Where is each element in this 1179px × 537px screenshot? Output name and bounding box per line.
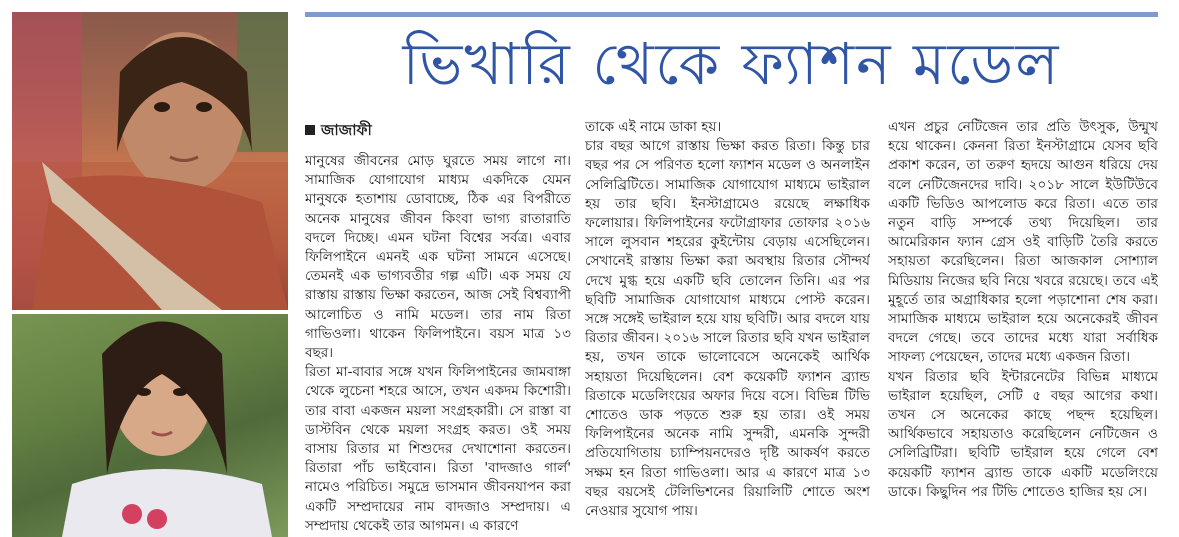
paragraph: চার বছর আগে রাস্তায় ভিক্ষা করত রিতা। কিন্তু চার বছর পর সে পরিণত হলো ফ্যাশন মডেল ও অনলাইন সেলিব্রিটিতে। সামাজিক যোগাযোগ মাধ্যমে ভাইরাল হয় তার ছবি। ইনস্টাগ্রামেও রয়েছে লক্ষাধিক ফলোয়ার। ফিলিপাইনের ফটোগ্রাফার তোফার ২০১৬ সালে লুসবান শহরের কুইন্টোয় বেড়ায় এসেছিলেন। সেখানেই রাস্তায় ভিক্ষা করা অবস্থায় রিতার সৌন্দর্য দেখে মুগ্ধ হয়ে একটি ছবি তোলেন তিনি। এর পর ছবিটি সামাজিক যোগাযোগ মাধ্যমে পোস্ট করেন। সঙ্গে সঙ্গেই ভাইরাল হয়ে যায় ছবিটি। আর বদলে যায় রিতার জীবন। ২০১৬ সালে রিতার ছবি যখন ভাইরাল হয়, তখন তাকে ভালোবেসে অনেকেই আর্থিক সহায়তা দিয়েছিলেন। বেশ কয়েকটি ফ্যাশন ব্র্যান্ড রিতাকে মডেলিংয়ের অফার দিয়ে বসে। বিভিন্ন টিভি শোতেও ডাক পড়তে শুরু হয় তার। ওই সময় ফিলিপাইনের অনেক নামি সুন্দরী, এমনকি সুন্দরী প্রতিযোগিতায় চ্যাম্পিয়নদেরও দৃষ্টি আকর্ষণ করতে সক্ষম হন রিতা গাভিওলা। আর এ কারণে মাত্র ১৩ বছর বয়সেই টেলিভিশনের রিয়ালিটি শোতে অংশ নেওয়ার সুযোগ পায়। xyxy=(585,138,870,520)
photo-girl-bottom xyxy=(12,314,288,537)
top-rule xyxy=(305,12,1158,17)
article-column-1 xyxy=(305,152,571,537)
paragraph: তাকে এই নামে ডাকা হয়। xyxy=(585,119,722,135)
paragraph: মানুষের জীবনের মোড় ঘুরতে সময় লাগে না। সামাজিক যোগাযোগ মাধ্যম একদিকে যেমন মানুষকে হতাশায় ডোবাচ্ছে, ঠিক এর বিপরীতে অনেক মানুষের জীবন কিংবা ভাগ্য রাতারাতি বদলে দিচ্ছে। এমন ঘটনা বিশ্বের সর্বত্র। এবার ফিলিপাইনে এমনই এক ঘটনা সামনে এসেছে। তেমনই এক ভাগ্যবতীর গল্প এটি। এক সময় যে রাস্তায় রাস্তায় ভিক্ষা করতেন, আজ সেই বিশ্বব্যাপী আলোচিত ও নামি মডেল। তার নাম রিতা গাভিওলা। থাকেন ফিলিপাইনে। বয়স মাত্র ১৩ বছর। xyxy=(305,153,571,362)
article-column-2 xyxy=(585,118,870,537)
paragraph: যখন রিতার ছবি ইন্টারনেটের বিভিন্ন মাধ্যমে ভাইরাল হয়েছিল, সেটি ৫ বছর আগের কথা। তখন সে অনেকের কাছে পছন্দ হয়েছিল। আর্থিকভাবে সহায়তাও করেছিলেন নেটিজেন ও সেলিব্রিটিরা। ছবিটি ভাইরাল হয়ে গেলে বেশ কয়েকটি ফ্যাশন ব্র্যান্ড তাকে একটি মডেলিংয়ে ডাকে। কিছুদিন পর টিভি শোতেও হাজির হয় সে। xyxy=(888,368,1158,500)
photo-girl-top xyxy=(12,12,288,310)
article-column-3 xyxy=(888,118,1158,537)
square-bullet-icon xyxy=(305,125,315,135)
headline: ভিখারি থেকে ফ্যাশন মডেল xyxy=(402,30,1061,98)
paragraph: এখন প্রচুর নেটিজেন তার প্রতি উৎসুক, উন্মুখ হয়ে থাকেন। কেননা রিতা ইনস্টাগ্রামে যেসব ছবি প্রকাশ করেন, তা তরুণ হৃদয়ে আগুন ধরিয়ে দেয় বলে নেটিজেনদের দাবি। ২০১৮ সালে ইউটিউবে একটি ভিডিও আপলোড করে রিতা। এতে তার নতুন বাড়ি সম্পর্কে তথ্য দিয়েছিল। তার আমেরিকান ফ্যান গ্রেস ওই বাড়িটি তৈরি করতে সহায়তা করেছিলেন। রিতা আজকাল সোশ্যাল মিডিয়ায় নিজের ছবি নিয়ে খবরে রয়েছে। তবে এই মুহূর্তে তার অগ্রাধিকার হলো পড়াশোনা শেষ করা। সামাজিক মাধ্যমে ভাইরাল হয়ে অনেকেরই জীবন বদলে গেছে। তবে তাদের মধ্যে যারা সর্বাধিক সাফল্য পেয়েছেন, তাদের মধ্যে একজন রিতা। xyxy=(888,119,1158,366)
byline-author: জাজাফী xyxy=(321,121,372,139)
byline xyxy=(305,119,372,144)
paragraph: রিতা মা-বাবার সঙ্গে যখন ফিলিপাইনের জামবাঙ্গা থেকে লুচেনা শহরে আসে, তখন একদম কিশোরী। তার বাবা একজন ময়লা সংগ্রহকারী। সে রাস্তা বা ডাস্টবিন থেকে ময়লা সংগ্রহ করত। ওই সময় বাসায় রিতার মা শিশুদের দেখাশোনা করতেন। রিতারা পাঁচ ভাইবোন। রিতা 'বাদজাও গার্ল' নামেও পরিচিত। সমুদ্রে ভাসমান জীবনযাপন করা একটি সম্প্রদায়ের নাম বাদজাও সম্প্রদায়। এ সম্প্রদায় থেকেই তার আগমন। এ কারণে xyxy=(305,364,571,534)
